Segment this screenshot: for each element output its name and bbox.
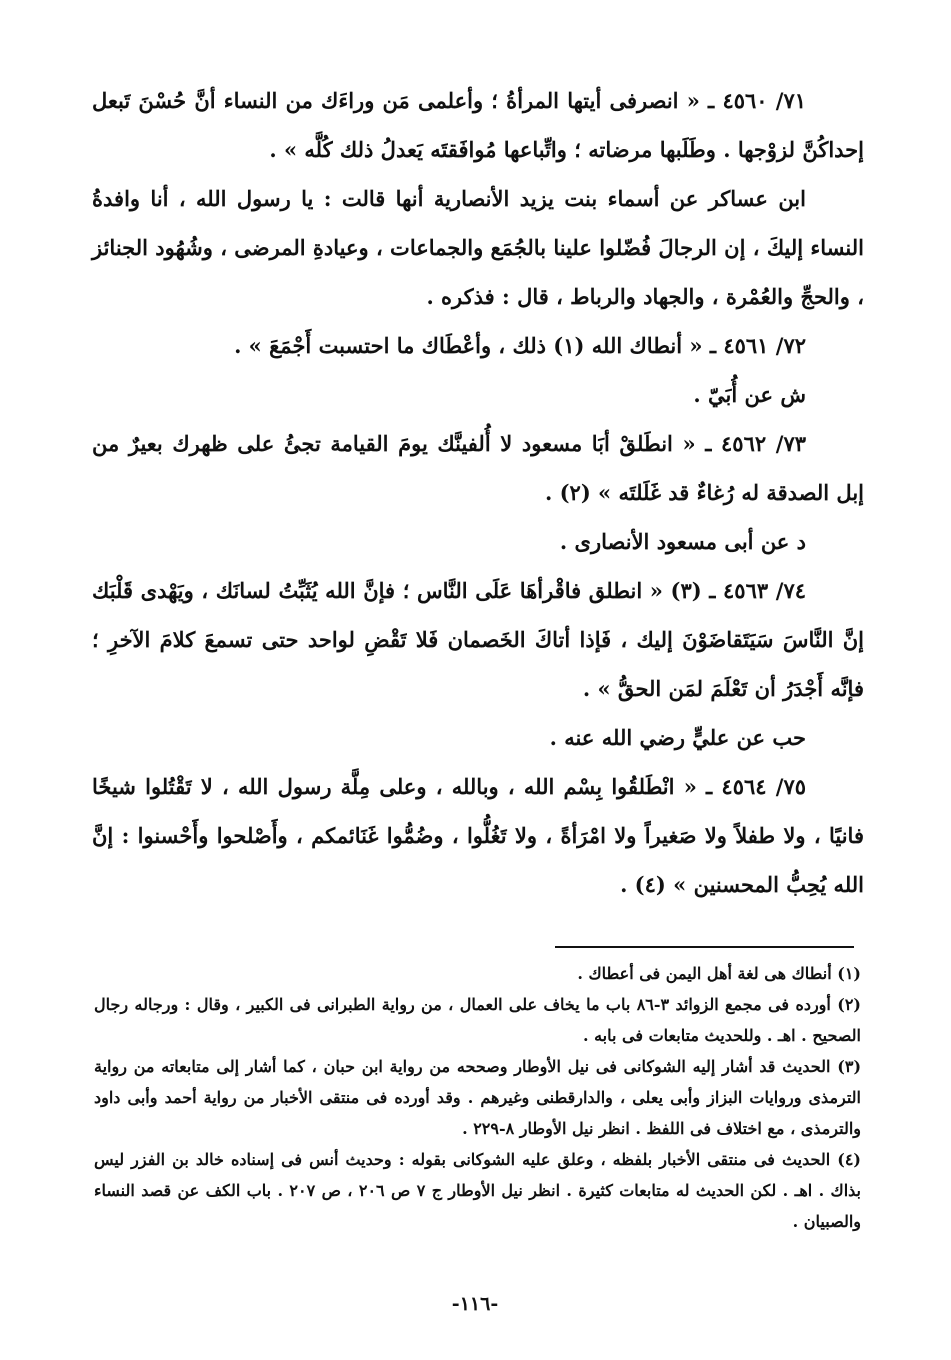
footnote-1-number: (١) (837, 964, 861, 983)
footnote-2-text: أورده فى مجمع الزوائد ٣-٨٦ باب ما يخاف على العمال ، من رواية الطبرانى فى الكبير ، وقال : ورجاله رجال الصحيح . اهـ . وللحديث متابعات فى بابه . (94, 995, 861, 1045)
footnote-1-text: أنطاك هى لغة أهل اليمن فى أعطاك . (577, 964, 832, 983)
hadith-4560-source: ابن عساكر عن أسماء بنت يزيد الأنصارية أنها قالت : يا رسول الله ، أنا وافدةُ النساء إليكَ ، إن الرجالَ فُضّلوا علينا بالجُمَع والجماعات ، وعيادةِ المرضى ، وشُهُود الجنائز ، والحجِّ والعُمْرة ، والجهاد والرباط ، قال : فذكره . (92, 186, 864, 309)
footnote-2-number: (٢) (837, 995, 861, 1014)
hadith-4561-text: ٧٢/ ٤٥٦١ ـ « أنطاك الله (١) ذلك ، وأعْطَاك ما احتسبت أَجْمَعَ » . (234, 333, 806, 358)
footnote-3 (94, 1051, 861, 1144)
footnote-1 (94, 958, 861, 989)
hadith-4562-text: ٧٣/ ٤٥٦٢ ـ « انطَلقْ أبَا مسعود لا أُلفينَّك يومَ القيامة تجئُ على ظهرك بعيرٌ من إبل الصدقة له رُغاءٌ قد غَلَلتَه » (٢) . (92, 431, 864, 505)
hadith-4563-text: ٧٤/ ٤٥٦٣ ـ (٣) « انطلق فاقْرأهَا عَلَى النَّاس ؛ فإنَّ الله يُثَبِّتُ لسانَك ، ويَهْدى قَلْبَك إنَّ النَّاسَ سَيَتَقاضَوْنَ إليك ، فَإذا أتاكَ الخَصمان فَلا تَقْضِ لواحد حتى تسمعَ كلامَ الآخرِ ؛ فإنَّه أَجْدَرُ أن تَعْلَمَ لمَن الحقُّ » . (92, 578, 864, 701)
footnotes (94, 958, 861, 1237)
footnote-3-number: (٣) (837, 1057, 862, 1076)
footnote-2 (94, 989, 861, 1051)
hadith-4560-text: ٧١/ ٤٥٦٠ ـ « انصرفى أيتها المرأةُ ؛ وأعلمى مَن وراءَك من النساء أنَّ حُسْنَ تَبعل إحداكُنَّ لزوْجها . وطَلَبها مرضاته ؛ واتِّباعها مُوافَقتَه يَعدلُ ذلك كُلَّه » . (92, 88, 864, 162)
footnote-4-number: (٤) (837, 1150, 861, 1169)
footnote-4 (94, 1144, 861, 1237)
main-text (92, 76, 864, 909)
footnote-4-text: الحديث فى منتقى الأخبار بلفظه ، وعلق عليه الشوكانى بقوله : وحديث أنس فى إسناده خالد بن الفزر ليس بذاك . اهـ . لكن الحديث له متابعات كثيرة . انظر نيل الأوطار ج ٧ ص ٢٠٦ ، ص ٢٠٧ . باب الكف عن قصد النساء والصبيان . (94, 1150, 862, 1231)
page-number: -١١٦- (451, 1293, 499, 1315)
hadith-4564-text: ٧٥/ ٤٥٦٤ ـ « انْطَلقُوا بِسْم الله ، وبالله ، وعلى مِلَّة رسول الله ، لا تَقْتُلوا شيخًا فانيًا ، ولا طفلاً ولا صَغيراً ولا امْرَأةً ، ولا تَغُلُّوا ، وضُمُّوا غَنَائمكم ، وأَصْلحوا وأَحْسنوا : إنَّ الله يُحِبُّ المحسنين » (٤) . (92, 774, 864, 897)
hadith-4561-source: ش عن أُبَيّ . (693, 382, 806, 407)
footnote-divider (555, 946, 854, 948)
footnote-3-text: الحديث قد أشار إليه الشوكانى فى نيل الأوطار وصححه من رواية ابن حبان ، كما أشار إلى متابعاته من رواية الترمذى وروايات البزاز وأبى يعلى ، والدارقطنى وغيرهم . وقد أورده فى منتقى الأخبار من رواية أحمد وأبى داود والترمذى ، مع اختلاف فى اللفظ . انظر نيل الأوطار ٨-٢٢٩ . (94, 1057, 861, 1138)
hadith-4562-source: د عن أبى مسعود الأنصارى . (559, 529, 806, 554)
hadith-4563-source: حب عن عليٍّ رضي الله عنه . (549, 725, 806, 750)
